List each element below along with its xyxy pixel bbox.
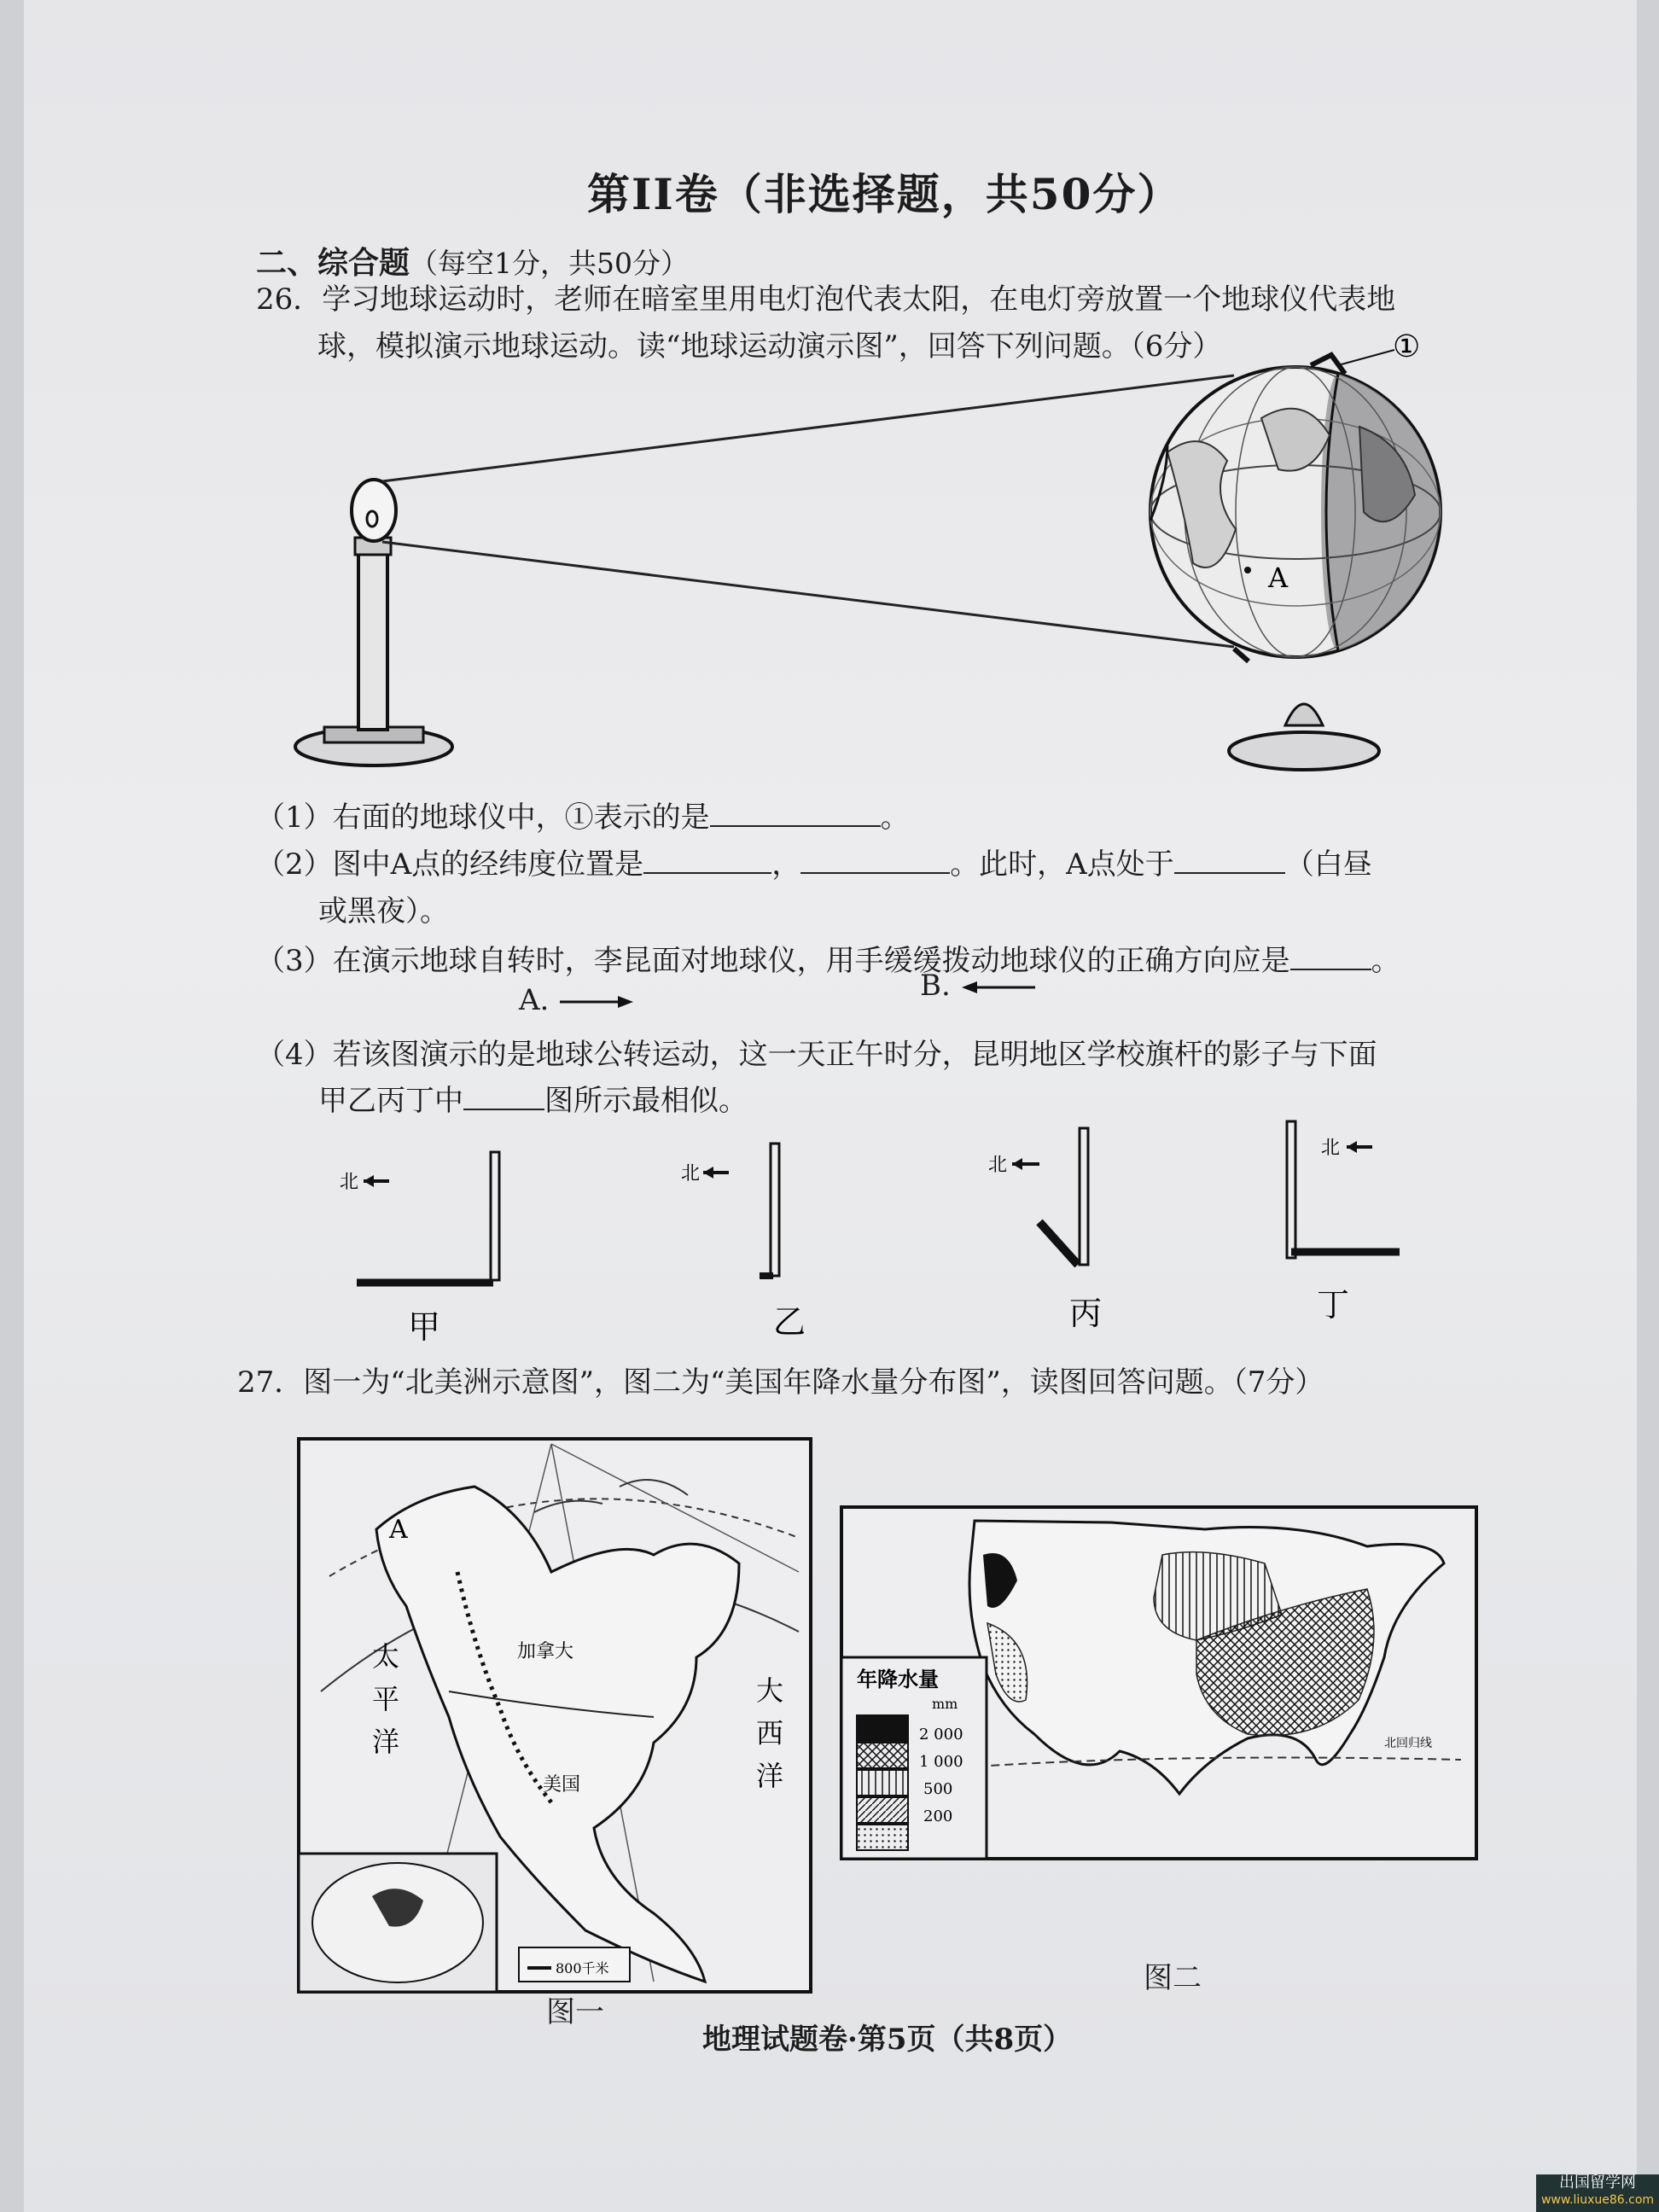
shadow-label: 乙 [773, 1303, 806, 1341]
option-a-label: A. [519, 983, 550, 1017]
legend-swatch [857, 1770, 908, 1796]
answer-blank[interactable] [463, 1083, 544, 1110]
map-label: 美国 [543, 1774, 581, 1796]
exam-page [24, 0, 1637, 2212]
us-precipitation-map [838, 1504, 1480, 1862]
q26-sub4-end: 图所示最相似。 [544, 1084, 748, 1118]
option-b [920, 969, 1037, 1003]
marker-label: ① [1393, 329, 1421, 364]
map-label: 洋 [372, 1726, 400, 1758]
map-label: 大 [756, 1674, 784, 1707]
legend-swatch [857, 1825, 908, 1850]
shadow-label: 甲 [408, 1308, 441, 1346]
q26-sub2-cont: 或黑夜）。 [318, 894, 449, 928]
earth-motion-diagram [280, 324, 1475, 785]
legend-swatch [857, 1797, 908, 1823]
watermark-line2: www.liuxue86.com [1540, 2193, 1655, 2207]
shadow-figure-jia [340, 1152, 499, 1346]
shadow-figures [314, 1109, 1449, 1365]
answer-blank[interactable] [710, 800, 881, 827]
answer-blank[interactable] [1290, 943, 1371, 970]
q26-stem-line1: 26．学习地球运动时，老师在暗室里用电灯泡代表太阳，在电灯旁放置一个地球仪代表地 [256, 282, 1396, 317]
q26-sub3-end: 。 [1371, 944, 1400, 978]
point-a-label: A [389, 1515, 408, 1545]
option-a [519, 983, 635, 1017]
answer-blank[interactable] [1174, 847, 1285, 874]
shadow-label: 丙 [1069, 1295, 1103, 1332]
page-footer: 地理试题卷·第5页（共8页） [702, 2023, 1073, 2057]
q27-stem: 27．图一为“北美洲示意图”，图二为“美国年降水量分布图”，读图回答问题。（7分） [237, 1365, 1324, 1400]
scale-label: 800千米 [556, 1960, 609, 1976]
legend-value: 500 [923, 1780, 953, 1798]
legend-value: 1 000 [919, 1753, 963, 1771]
section-name: 二、综合题 [256, 245, 410, 281]
legend-title: 年降水量 [857, 1667, 939, 1691]
map-label: 加拿大 [517, 1641, 574, 1662]
part-title: 第II卷（非选择题，共50分） [587, 169, 1182, 219]
shadow-figure-bing [988, 1128, 1102, 1332]
legend-swatch [857, 1743, 908, 1768]
answer-blank[interactable] [800, 847, 950, 874]
map1-caption: 图一 [546, 1995, 604, 2029]
q26-sub2-sep: ， [771, 847, 801, 882]
shadow-figure-ding [1287, 1121, 1400, 1324]
north-label: 北 [340, 1172, 359, 1193]
legend-value: 200 [923, 1807, 953, 1825]
right-arrow-icon [558, 993, 635, 1010]
q26-sub4-line1: （4）若该图演示的是地球公转运动，这一天正午时分，昆明地区学校旗杆的影子与下面 [256, 1038, 1377, 1072]
q26-sub2-mid: 。此时，A点处于 [950, 847, 1174, 882]
option-b-label: B. [920, 969, 951, 1003]
q26-sub2 [256, 841, 1372, 882]
globe-icon [1150, 355, 1441, 770]
q26-sub3-text: （3）在演示地球自转时，李昆面对地球仪，用手缓缓拨动地球仪的正确方向应是 [256, 944, 1290, 978]
point-a-label: A [1268, 562, 1289, 594]
north-label: 北 [681, 1163, 701, 1185]
section-note: （每空1分，共50分） [410, 247, 690, 280]
legend-value: 2 000 [919, 1726, 963, 1743]
map2-caption: 图二 [1144, 1961, 1202, 1995]
north-label: 北 [1321, 1138, 1341, 1159]
q26-sub2-text: （2）图中A点的经纬度位置是 [256, 847, 644, 882]
watermark-line1: 出国留学网 [1559, 2174, 1636, 2192]
q26-sub1-text: （1）右面的地球仪中，①表示的是 [256, 800, 710, 835]
q26-sub4-text: 甲乙丙丁中 [318, 1084, 463, 1118]
light-ray-lower [382, 542, 1234, 647]
watermark-logo [1536, 2174, 1659, 2212]
legend-swatch [857, 1715, 908, 1741]
map-label: 太 [372, 1640, 400, 1673]
tropic-label: 北回归线 [1384, 1737, 1432, 1750]
answer-blank[interactable] [643, 847, 771, 874]
shadow-label: 丁 [1317, 1286, 1350, 1324]
lamp-icon [295, 480, 452, 765]
q26-sub1-end: 。 [880, 800, 910, 835]
legend-unit: mm [932, 1696, 958, 1712]
north-label: 北 [988, 1155, 1008, 1176]
q26-sub2-hint: （白昼 [1284, 847, 1372, 882]
north-america-map [295, 1435, 816, 1990]
map-label: 平 [372, 1683, 400, 1715]
q26-sub3 [256, 937, 1400, 979]
map-label: 洋 [756, 1760, 784, 1792]
q26-sub1 [256, 794, 910, 835]
shadow-figure-yi [681, 1144, 806, 1341]
q26-stem-line2: 球，模拟演示地球运动。读“地球运动演示图”，回答下列问题。（6分） [317, 329, 1222, 364]
map-label: 西 [756, 1717, 784, 1749]
light-ray-upper [382, 375, 1234, 481]
left-arrow-icon [960, 979, 1037, 996]
